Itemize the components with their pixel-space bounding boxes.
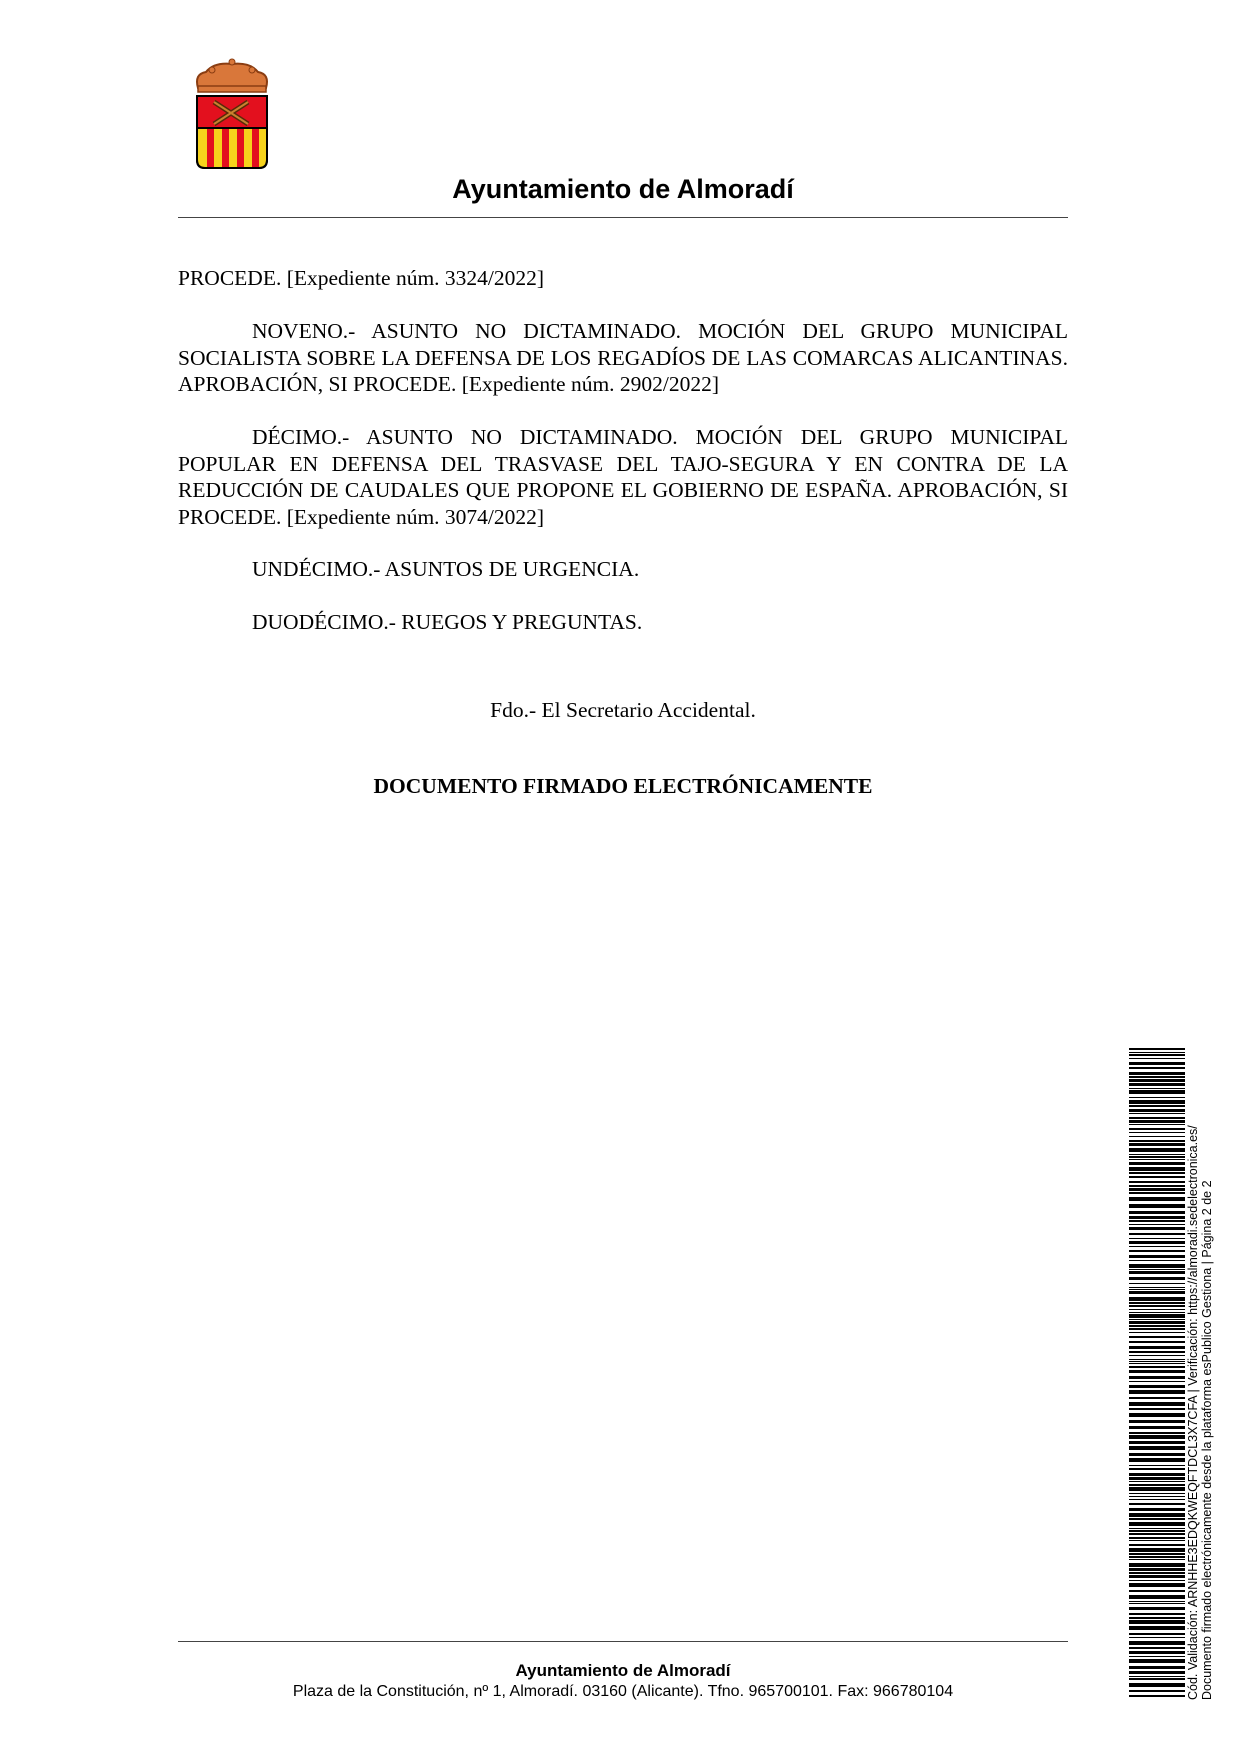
- barcode-bar: [1129, 1390, 1185, 1394]
- body-paragraph-4: UNDÉCIMO.- ASUNTOS DE URGENCIA.: [252, 557, 640, 581]
- barcode-bar: [1129, 1413, 1185, 1417]
- barcode-bar: [1129, 1162, 1185, 1165]
- barcode-bar: [1129, 1097, 1185, 1098]
- barcode-bar: [1129, 1250, 1185, 1252]
- barcode-bar: [1129, 1176, 1185, 1178]
- barcode-bar: [1129, 1583, 1185, 1587]
- barcode-bar: [1129, 1533, 1185, 1535]
- barcode-bar: [1129, 1468, 1185, 1470]
- barcode-bar: [1129, 1553, 1185, 1555]
- barcode-bar: [1129, 1062, 1185, 1065]
- platform-page-info: Documento firmado electrónicamente desde la plataforma esPublico Gestiona | Página 2 de 2: [1200, 1180, 1214, 1700]
- coat-of-arms-icon: [192, 58, 272, 172]
- barcode-bar: [1129, 1580, 1185, 1581]
- barcode-bar: [1129, 1595, 1185, 1599]
- barcode-bar: [1129, 1484, 1185, 1486]
- barcode-bar: [1129, 1426, 1185, 1429]
- barcode-bar: [1129, 1376, 1185, 1379]
- barcode-bar: [1129, 1603, 1185, 1604]
- validation-margin-text: [1186, 1060, 1226, 1700]
- barcode-bar: [1129, 1192, 1185, 1194]
- barcode-bar: [1129, 1302, 1185, 1304]
- barcode-bar: [1129, 1496, 1185, 1497]
- barcode-bar: [1129, 1432, 1185, 1434]
- barcode-bar: [1129, 1328, 1185, 1330]
- barcode-bar: [1129, 1136, 1185, 1137]
- barcode-bar: [1129, 1287, 1185, 1288]
- barcode-bar: [1129, 1363, 1185, 1364]
- barcode-bar: [1129, 1277, 1185, 1280]
- barcode-bar: [1129, 1083, 1185, 1086]
- barcode-bar: [1129, 1441, 1185, 1444]
- barcode-bar: [1129, 1076, 1185, 1078]
- barcode-bar: [1129, 1499, 1185, 1500]
- barcode-bar: [1129, 1518, 1185, 1520]
- barcode-bar: [1129, 1052, 1185, 1053]
- barcode-bar: [1129, 1659, 1185, 1663]
- barcode-bar: [1129, 1473, 1185, 1476]
- barcode-bar: [1129, 1651, 1185, 1654]
- barcode-bar: [1129, 1238, 1185, 1239]
- barcode-bar: [1129, 1140, 1185, 1142]
- barcode-bar: [1129, 1336, 1185, 1338]
- footer-divider: [178, 1641, 1068, 1642]
- barcode-bar: [1129, 1124, 1185, 1125]
- barcode-bar: [1129, 1671, 1185, 1674]
- barcode-bar: [1129, 1241, 1185, 1244]
- barcode-bar: [1129, 1185, 1185, 1187]
- barcode-bar: [1129, 1283, 1185, 1284]
- barcode-bar: [1129, 1641, 1185, 1645]
- barcode-bar: [1129, 1522, 1185, 1526]
- barcode-bar: [1129, 1309, 1185, 1310]
- barcode-bar: [1129, 1269, 1185, 1270]
- barcode-bar: [1129, 1297, 1185, 1301]
- barcode-bar: [1129, 1683, 1185, 1687]
- barcode-bar: [1129, 1090, 1185, 1094]
- barcode-bar: [1129, 1601, 1185, 1602]
- barcode-bar: [1129, 1156, 1185, 1158]
- barcode-bar: [1129, 1481, 1185, 1482]
- barcode-bar: [1129, 1572, 1185, 1574]
- barcode-bar: [1129, 1204, 1185, 1208]
- barcode-bar: [1129, 1227, 1185, 1230]
- barcode-bar: [1129, 1528, 1185, 1529]
- barcode-bar: [1129, 1072, 1185, 1075]
- barcode-bar: [1129, 1503, 1185, 1505]
- barcode-bar: [1129, 1211, 1185, 1214]
- barcode-bar: [1129, 1590, 1185, 1592]
- barcode-bar: [1129, 1465, 1185, 1466]
- body-paragraph-5: DUODÉCIMO.- RUEGOS Y PREGUNTAS.: [252, 610, 643, 634]
- barcode-bar: [1129, 1385, 1185, 1388]
- validation-code: Cód. Validación: ARNHHE3EDQKWEQFTDCL3X7CFA | Verificación: https://almoradi.sedelectronica.es/: [1186, 1125, 1200, 1700]
- barcode-bar: [1129, 1620, 1185, 1624]
- barcode-bar: [1129, 1271, 1185, 1274]
- barcode-bar: [1129, 1568, 1185, 1571]
- barcode-bar: [1129, 1332, 1185, 1333]
- barcode-bar: [1129, 1197, 1185, 1201]
- barcode-bar: [1129, 1216, 1185, 1219]
- barcode-bar: [1129, 1676, 1185, 1677]
- page-title: Ayuntamiento de Almoradí: [452, 174, 794, 204]
- barcode-icon: [1129, 1048, 1185, 1698]
- barcode-bar: [1129, 1325, 1185, 1327]
- body-paragraph-1: PROCEDE. [Expediente núm. 3324/2022]: [178, 266, 545, 290]
- barcode-bar: [1129, 1477, 1185, 1480]
- barcode-bar: [1129, 1575, 1185, 1578]
- barcode-bar: [1129, 1181, 1185, 1183]
- barcode-bar: [1129, 1341, 1185, 1343]
- barcode-bar: [1129, 1105, 1185, 1107]
- barcode-bar: [1129, 1544, 1185, 1546]
- barcode-bar: [1129, 1633, 1185, 1635]
- barcode-bar: [1129, 1695, 1185, 1697]
- barcode-bar: [1129, 1487, 1185, 1491]
- barcode-bar: [1129, 1120, 1185, 1123]
- barcode-bar: [1129, 1666, 1185, 1669]
- body-paragraph-2: NOVENO.- ASUNTO NO DICTAMINADO. MOCIÓN DEL GRUPO MUNICIPAL SOCIALISTA SOBRE LA DEFENSA DE LOS REGADÍOS DE LAS COMARCAS ALICANTINAS. APROBACIÓN, SI PROCEDE. [Expediente núm. 2902/2022]: [178, 319, 1068, 396]
- barcode-bar: [1129, 1305, 1185, 1307]
- barcode-bar: [1129, 1530, 1185, 1532]
- barcode-bar: [1129, 1435, 1185, 1439]
- barcode-bar: [1129, 1370, 1185, 1373]
- footer-address: Plaza de la Constitución, nº 1, Almoradí. 03160 (Alicante). Tfno. 965700101. Fax: 966780104: [292, 1683, 954, 1700]
- barcode-bar: [1129, 1563, 1185, 1567]
- barcode-bar: [1129, 1402, 1185, 1406]
- barcode-bar: [1129, 1058, 1185, 1059]
- barcode-bar: [1129, 1690, 1185, 1692]
- barcode-bar: [1129, 1188, 1185, 1191]
- barcode-bar: [1129, 1088, 1185, 1089]
- barcode-bar: [1129, 1637, 1185, 1638]
- barcode-bar: [1129, 1312, 1185, 1313]
- signature-line: Fdo.- El Secretario Accidental.: [490, 698, 756, 722]
- barcode-bar: [1129, 1381, 1185, 1382]
- barcode-bar: [1129, 1607, 1185, 1610]
- barcode-bar: [1129, 1537, 1185, 1539]
- barcode-bar: [1129, 1167, 1185, 1171]
- barcode-bar: [1129, 1079, 1185, 1082]
- electronic-signature-notice: DOCUMENTO FIRMADO ELECTRÓNICAMENTE: [373, 774, 873, 798]
- barcode-bar: [1129, 1408, 1185, 1410]
- barcode-bar: [1129, 1453, 1185, 1456]
- barcode-bar: [1129, 1540, 1185, 1541]
- barcode-bar: [1129, 1420, 1185, 1423]
- barcode-bar: [1129, 1048, 1185, 1050]
- barcode-bar: [1129, 1260, 1185, 1261]
- barcode-bar: [1129, 1159, 1185, 1160]
- barcode-bar: [1129, 1143, 1185, 1146]
- barcode-bar: [1129, 1117, 1185, 1119]
- barcode-bar: [1129, 1397, 1185, 1399]
- barcode-bar: [1129, 1319, 1185, 1320]
- barcode-bar: [1129, 1548, 1185, 1552]
- barcode-bar: [1129, 1613, 1185, 1615]
- barcode-bar: [1129, 1154, 1185, 1155]
- barcode-bar: [1129, 1647, 1185, 1649]
- barcode-bar: [1129, 1359, 1185, 1360]
- barcode-bar: [1129, 1220, 1185, 1222]
- barcode-bar: [1129, 1366, 1185, 1368]
- barcode-bar: [1129, 1100, 1185, 1104]
- barcode-bar: [1129, 1067, 1185, 1069]
- barcode-bar: [1129, 1556, 1185, 1558]
- barcode-bar: [1129, 1132, 1185, 1133]
- header-divider: [178, 217, 1068, 218]
- barcode-bar: [1129, 1255, 1185, 1258]
- barcode-bar: [1129, 1148, 1185, 1152]
- barcode-bar: [1129, 1172, 1185, 1174]
- barcode-bar: [1129, 1626, 1185, 1630]
- barcode-bar: [1129, 1361, 1185, 1362]
- barcode-bar: [1129, 1617, 1185, 1619]
- footer-org: Ayuntamiento de Almoradí: [515, 1661, 731, 1680]
- barcode-bar: [1129, 1314, 1185, 1318]
- barcode-bar: [1129, 1264, 1185, 1268]
- barcode-bar: [1129, 1113, 1185, 1114]
- barcode-bar: [1129, 1446, 1185, 1450]
- barcode-bar: [1129, 1233, 1185, 1235]
- barcode-bar: [1129, 1559, 1185, 1560]
- barcode-bar: [1129, 1246, 1185, 1247]
- barcode-bar: [1129, 1291, 1185, 1294]
- barcode-bar: [1129, 1054, 1185, 1056]
- barcode-bar: [1129, 1458, 1185, 1462]
- barcode-bar: [1129, 1493, 1185, 1494]
- barcode-bar: [1129, 1346, 1185, 1349]
- barcode-bar: [1129, 1351, 1185, 1353]
- barcode-bar: [1129, 1128, 1185, 1130]
- barcode-bar: [1129, 1289, 1185, 1290]
- barcode-bar: [1129, 1355, 1185, 1356]
- barcode-bar: [1129, 1513, 1185, 1517]
- body-paragraph-3: DÉCIMO.- ASUNTO NO DICTAMINADO. MOCIÓN DEL GRUPO MUNICIPAL POPULAR EN DEFENSA DEL TRASVASE DEL TAJO-SEGURA Y EN CONTRA DE LA REDUCCIÓN DE CAUDALES QUE PROPONE EL GOBIERNO DE ESPAÑA. APROBACIÓN, SI PROCEDE. [Expediente núm. 3074/2022]: [178, 425, 1068, 529]
- barcode-bar: [1129, 1508, 1185, 1511]
- barcode-bar: [1129, 1678, 1185, 1680]
- barcode-bar: [1129, 1224, 1185, 1225]
- barcode-bar: [1129, 1109, 1185, 1112]
- barcode-bar: [1129, 1656, 1185, 1657]
- barcode-bar: [1129, 1321, 1185, 1324]
